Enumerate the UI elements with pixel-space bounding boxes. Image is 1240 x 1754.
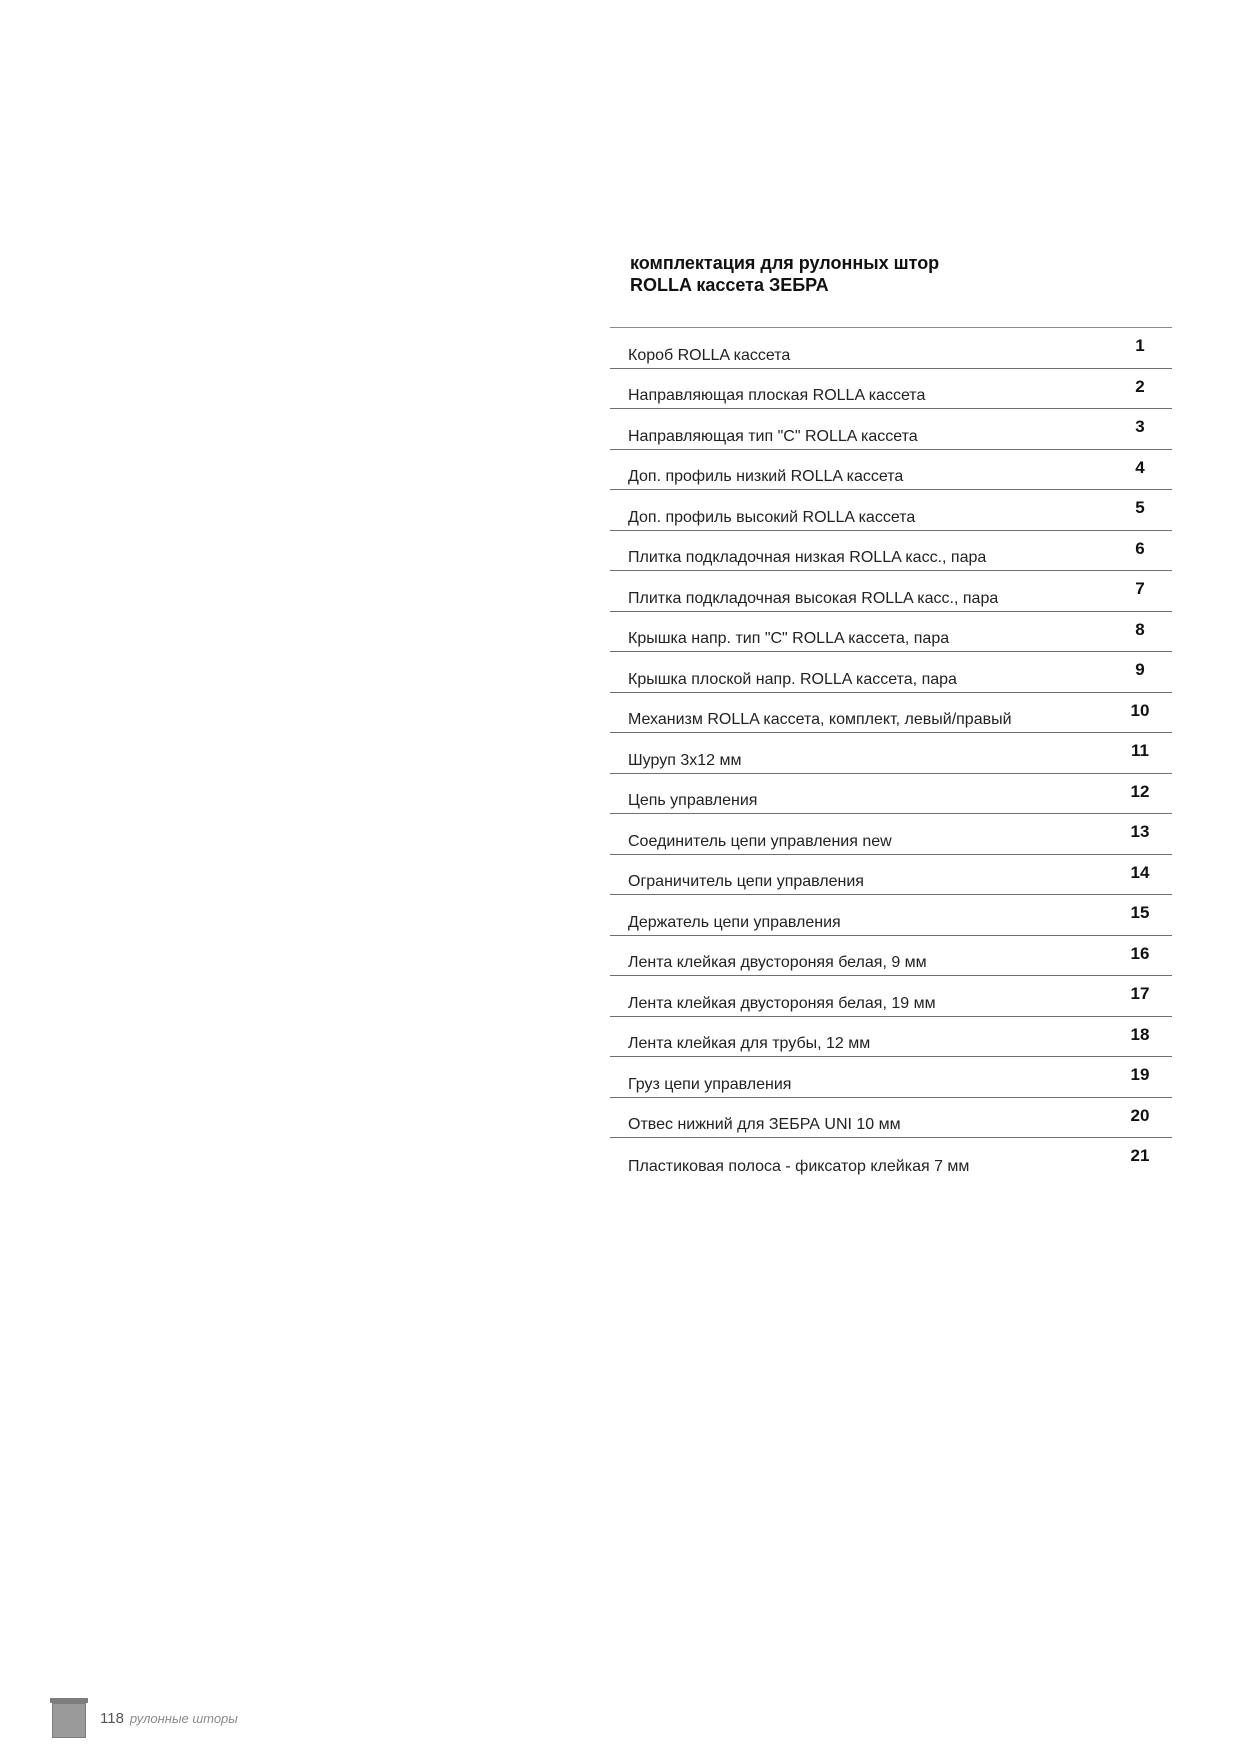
- part-number: 1: [1135, 336, 1145, 355]
- part-name: Доп. профиль низкий ROLLA кассета: [628, 468, 904, 485]
- part-number: 18: [1130, 1024, 1150, 1044]
- part-name: Направляющая плоская ROLLA кассета: [628, 387, 926, 404]
- title-line-1: комплектация для рулонных штор: [630, 253, 940, 273]
- table-row: [610, 774, 1172, 815]
- table-row: [610, 531, 1172, 572]
- part-name: Плитка подкладочная низкая ROLLA касс., пара: [628, 549, 987, 566]
- table-row: [610, 1017, 1172, 1058]
- part-number: 3: [1135, 417, 1145, 436]
- part-number: 7: [1135, 579, 1145, 598]
- part-number: 20: [1130, 1105, 1150, 1125]
- table-row: [610, 693, 1172, 734]
- part-number: 5: [1135, 498, 1145, 517]
- parts-table: [610, 327, 1172, 1179]
- part-name: Крышка напр. тип "С" ROLLA кассета, пара: [628, 630, 950, 647]
- part-number: 4: [1135, 457, 1145, 477]
- title-line-2: ROLLA кассета ЗЕБРА: [630, 275, 829, 295]
- part-name: Лента клейкая двустороняя белая, 9 мм: [628, 954, 927, 971]
- table-row: [610, 409, 1172, 450]
- part-number: 10: [1130, 700, 1150, 720]
- part-name: Цепь управления: [628, 792, 758, 809]
- part-name: Лента клейкая для трубы, 12 мм: [628, 1035, 871, 1052]
- table-row: [610, 652, 1172, 693]
- table-row: [610, 1057, 1172, 1098]
- section-name: рулонные шторы: [129, 1710, 238, 1726]
- part-name: Отвес нижний для ЗЕБРА UNI 10 мм: [628, 1116, 901, 1133]
- part-number: 13: [1130, 822, 1150, 841]
- part-number: 9: [1135, 660, 1145, 679]
- table-row: [610, 733, 1172, 774]
- table-row: [610, 976, 1172, 1017]
- part-name: Короб ROLLA кассета: [628, 346, 791, 364]
- table-row: [610, 450, 1172, 491]
- table-row: [610, 1138, 1172, 1179]
- part-name: Лента клейкая двустороняя белая, 19 мм: [628, 994, 936, 1012]
- part-number: 8: [1135, 619, 1145, 639]
- table-row: [610, 490, 1172, 531]
- table-row: [610, 571, 1172, 612]
- part-number: 15: [1130, 903, 1150, 922]
- table-row: [610, 936, 1172, 977]
- table-row: [610, 855, 1172, 896]
- table-row: [610, 895, 1172, 936]
- table-row: [610, 814, 1172, 855]
- part-name: Держатель цепи управления: [628, 913, 841, 931]
- part-name: Механизм ROLLA кассета, комплект, левый/правый: [628, 711, 1012, 728]
- page-footer: [50, 1698, 238, 1738]
- part-number: 11: [1131, 741, 1149, 760]
- page-title: [630, 252, 1130, 296]
- part-number: 17: [1130, 984, 1150, 1003]
- part-name: Ограничитель цепи управления: [628, 873, 864, 890]
- part-name: Груз цепи управления: [628, 1075, 792, 1093]
- part-name: Направляющая тип "С" ROLLA кассета: [628, 427, 918, 445]
- part-number: 16: [1130, 943, 1150, 963]
- table-row: [610, 328, 1172, 369]
- part-number: 19: [1130, 1065, 1150, 1084]
- page-number: 118: [100, 1709, 124, 1727]
- part-name: Пластиковая полоса - фиксатор клейкая 7 мм: [628, 1157, 970, 1175]
- roller-blind-icon: [50, 1698, 88, 1738]
- part-name: Шуруп 3х12 мм: [628, 751, 742, 769]
- part-number: 12: [1130, 781, 1150, 801]
- part-name: Соединитель цепи управления new: [628, 832, 892, 850]
- part-name: Доп. профиль высокий ROLLA кассета: [628, 508, 916, 526]
- table-row: [610, 612, 1172, 653]
- part-number: 21: [1130, 1146, 1150, 1165]
- part-number: 14: [1130, 862, 1150, 882]
- part-name: Плитка подкладочная высокая ROLLA касс., пара: [628, 589, 999, 607]
- part-name: Крышка плоской напр. ROLLA кассета, пара: [628, 670, 957, 688]
- part-number: 2: [1135, 376, 1145, 396]
- part-number: 6: [1135, 538, 1145, 558]
- table-row: [610, 1098, 1172, 1139]
- table-row: [610, 369, 1172, 410]
